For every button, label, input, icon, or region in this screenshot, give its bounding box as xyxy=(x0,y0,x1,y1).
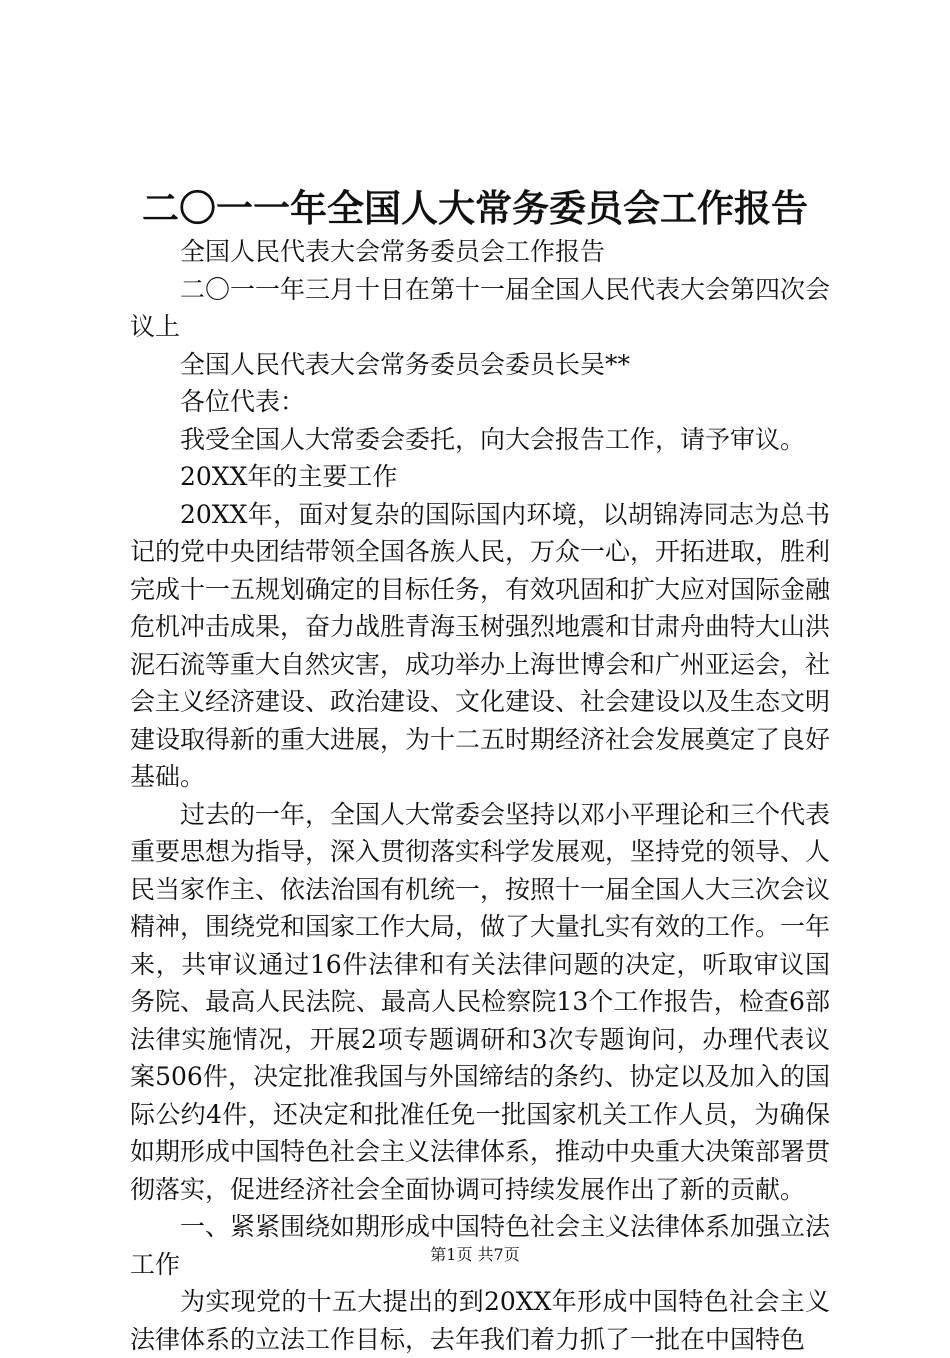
speaker-line: 全国人民代表大会常务委员会委员长吴** xyxy=(180,349,631,379)
opening-paragraph: 我受全国人大常委会委托，向大会报告工作，请予审议。 xyxy=(180,424,806,454)
report-name-line: 全国人民代表大会常务委员会工作报告 xyxy=(180,237,606,266)
salutation: 各位代表： xyxy=(180,387,306,416)
body-paragraph: 过去的一年，全国人大常委会坚持以邓小平理论和三个代表重要思想为指导，深入贯彻落实科学发展观，坚持党的领导、人民当家作主、依法治国有机统一，按照十一届全国人大三次会议精神，围绕党和国家工作大局，做了大量扎实有效的工作。一年来，共审议通过16件法律和有关法律问题的决定，听取审议国务院、最高人民法院、最高人民检察院13个工作报告，检查6部法律实施情况，开展2项专题调研和3次专题询问，办理代表议案506件，决定批准我国与外国缔结的条约、协定以及加入的国际公约4件，还决定和批准任免一批国家机关工作人员，为确保如期形成中国特色社会主义法律体系，推动中央重大决策部署贯彻落实，促进经济社会全面协调可持续发展作出了新的贡献。 xyxy=(130,799,831,1204)
document-body xyxy=(130,233,830,1358)
section-heading-main-work: 20XX年的主要工作 xyxy=(180,462,398,491)
meeting-date-line: 二〇一一年三月十日在第十一届全国人民代表大会第四次会议上 xyxy=(130,274,831,341)
section-heading-legislation: 一、紧紧围绕如期形成中国特色社会主义法律体系加强立法工作 xyxy=(130,1212,831,1279)
body-paragraph: 为实现党的十五大提出的到20XX年形成中国特色社会主义法律体系的立法工作目标，去年我们着力抓了一批在中国特色 xyxy=(130,1287,830,1354)
document-title: 二〇一一年全国人大常务委员会工作报告 xyxy=(142,186,808,230)
page-footer: 第1页 共7页 xyxy=(430,1245,520,1264)
body-paragraph: 20XX年，面对复杂的国际国内环境，以胡锦涛同志为总书记的党中央团结带领全国各族人民，万众一心，开拓进取，胜利完成十一五规划确定的目标任务，有效巩固和扩大应对国际金融危机冲击成果，奋力战胜青海玉树强烈地震和甘肃舟曲特大山洪泥石流等重大自然灾害，成功举办上海世博会和广州亚运会，社会主义经济建设、政治建设、文化建设、社会建设以及生态文明建设取得新的重大进展，为十二五时期经济社会发展奠定了良好基础。 xyxy=(130,499,831,791)
